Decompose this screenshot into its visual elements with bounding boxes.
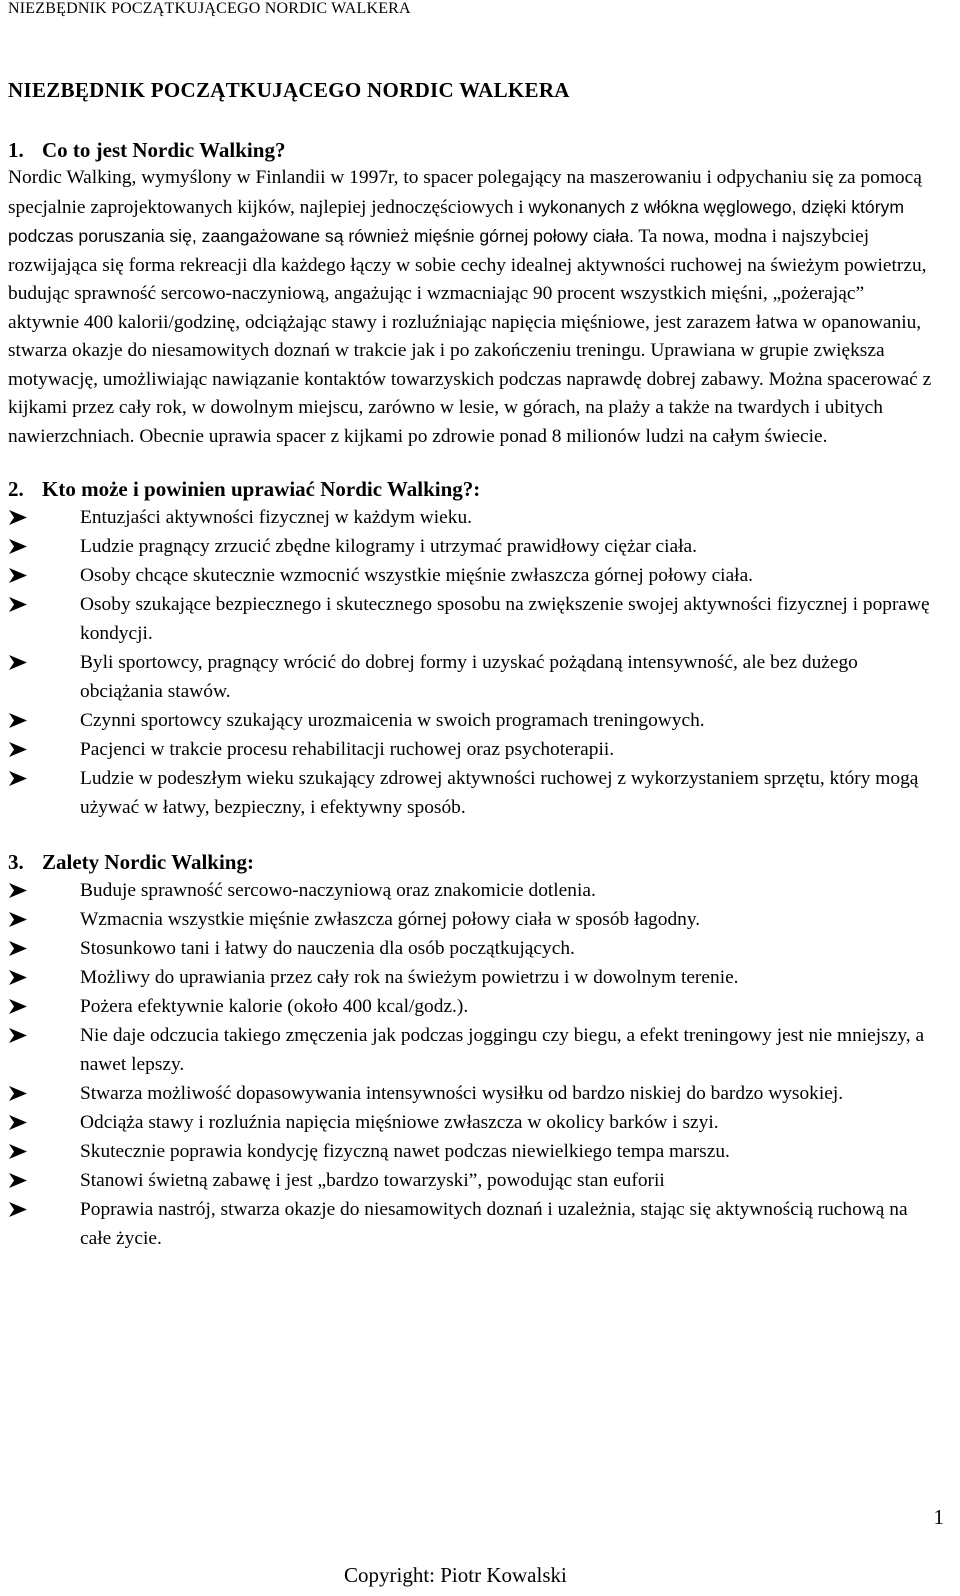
list-item-text: Odciąża stawy i rozluźnia napięcia mięśniowe zwłaszcza w okolicy barków i szyi.: [80, 1112, 719, 1133]
list-item: [8, 905, 938, 934]
list-item: [8, 590, 938, 648]
list-item: [8, 561, 938, 590]
arrowhead-bullet-icon: [8, 940, 28, 957]
list-item: [8, 735, 938, 764]
list-item-text: Stanowi świetną zabawę i jest „bardzo towarzyski”, powodując stan euforii: [80, 1170, 665, 1191]
section-3-heading: [8, 848, 938, 876]
list-item: [8, 648, 938, 706]
section-2-heading: [8, 475, 938, 503]
list-item-text: Entuzjaści aktywności fizycznej w każdym wieku.: [80, 507, 472, 528]
section-heading-text: Kto może i powinien uprawiać Nordic Walking?:: [42, 477, 481, 501]
arrowhead-bullet-icon: [8, 1172, 28, 1189]
list-item-text: Poprawia nastrój, stwarza okazje do niesamowitych doznań i uzależnia, stając się aktywnością ruchową na całe życie.: [80, 1199, 908, 1249]
section-1-paragraph: [8, 164, 938, 451]
list-item: [8, 1108, 938, 1137]
arrowhead-bullet-icon: [8, 1085, 28, 1102]
list-item-text: Byli sportowcy, pragnący wrócić do dobrej formy i uzyskać pożądaną intensywność, ale bez dużego obciążania stawów.: [80, 652, 858, 702]
arrowhead-bullet-icon: [8, 1201, 28, 1218]
section-number: 3.: [8, 850, 24, 874]
section-heading-text: Co to jest Nordic Walking?: [42, 138, 286, 162]
list-item: [8, 706, 938, 735]
list-item-text: Pacjenci w trakcie procesu rehabilitacji ruchowej oraz psychoterapii.: [80, 739, 615, 760]
list-item: [8, 1195, 938, 1253]
list-item-text: Osoby szukające bezpiecznego i skutecznego sposobu na zwiększenie swojej aktywności fizycznej i poprawę kondycji.: [80, 594, 930, 644]
arrowhead-bullet-icon: [8, 969, 28, 986]
arrowhead-bullet-icon: [8, 509, 28, 526]
arrowhead-bullet-icon: [8, 770, 28, 787]
arrowhead-bullet-icon: [8, 596, 28, 613]
list-item: [8, 764, 938, 822]
paragraph-text-sans: wykonanych z włókna węglowego, dzięki którym podczas poruszania się, zaangażowane są również mięśnie górnej połowy ciała.: [8, 196, 904, 246]
document-title: NIEZBĘDNIK POCZĄTKUJĄCEGO NORDIC WALKERA: [8, 78, 570, 102]
list-item-text: Ludzie pragnący zrzucić zbędne kilogramy i utrzymać prawidłowy ciężar ciała.: [80, 536, 697, 557]
list-item: [8, 503, 938, 532]
list-item-text: Osoby chcące skutecznie wzmocnić wszystkie mięśnie zwłaszcza górnej połowy ciała.: [80, 565, 754, 586]
list-item: [8, 963, 938, 992]
list-item: [8, 1137, 938, 1166]
arrowhead-bullet-icon: [8, 882, 28, 899]
list-item-text: Wzmacnia wszystkie mięśnie zwłaszcza górnej połowy ciała w sposób łagodny.: [80, 909, 701, 930]
section-1-heading: [8, 136, 938, 164]
arrowhead-bullet-icon: [8, 911, 28, 928]
arrowhead-bullet-icon: [8, 1027, 28, 1044]
list-item-text: Czynni sportowcy szukający urozmaicenia w swoich programach treningowych.: [80, 710, 705, 731]
list-item: [8, 532, 938, 561]
arrowhead-bullet-icon: [8, 998, 28, 1015]
document-body: [8, 136, 938, 1253]
arrowhead-bullet-icon: [8, 538, 28, 555]
running-header: NIEZBĘDNIK POCZĄTKUJĄCEGO NORDIC WALKERA: [8, 0, 411, 17]
section-heading-text: Zalety Nordic Walking:: [42, 850, 254, 874]
list-item-text: Skutecznie poprawia kondycję fizyczną nawet podczas niewielkiego tempa marszu.: [80, 1141, 730, 1162]
list-item: [8, 1166, 938, 1195]
section-number: 2.: [8, 477, 24, 501]
section-2-list: [8, 503, 938, 822]
paragraph-text: Nordic Walking, wymyślony w Finlandii w 1997r, to spacer polegający na maszerowaniu i odpychaniu się za pomocą specjalnie zaprojektowanych kijków, najlepiej jednoczęściowych i: [8, 167, 922, 218]
list-item: [8, 992, 938, 1021]
arrowhead-bullet-icon: [8, 567, 28, 584]
list-item-text: Stosunkowo tani i łatwy do nauczenia dla osób początkujących.: [80, 938, 575, 959]
list-item-text: Ludzie w podeszłym wieku szukający zdrowej aktywności ruchowej z wykorzystaniem sprzętu, który mogą używać w łatwy, bezpieczny, i efektywny sposób.: [80, 768, 919, 818]
section-number: 1.: [8, 138, 24, 162]
list-item-text: Pożera efektywnie kalorie (około 400 kcal/godz.).: [80, 996, 469, 1017]
copyright-footer: Copyright: Piotr Kowalski: [344, 1563, 567, 1587]
paragraph-text: Ta nowa, modna i najszybciej rozwijająca się forma rekreacji dla każdego łączy w sobie cechy idealnej aktywności ruchowej na świeżym powietrzu, budując sprawność sercowo-naczyniową, angażując i wzmacniając 90 procent wszystkich mięśni, „pożerając” aktywnie 400 kalorii/godzinę, odciążając stawy i rozluźniając napięcia mięśniowe, jest zarazem łatwa w opanowaniu, stwarza okazje do niesamowitych doznań w trakcie jak i po zakończeniu treningu. Uprawiana w grupie zwiększa motywację, umożliwiając nawiązanie kontaktów towarzyskich podczas naprawdę dobrej zabawy. Można spacerować z kijkami przez cały rok, w dowolnym miejscu, zarówno w lesie, w górach, na plaży a także na twardych i ubitych nawierzchniach. Obecnie uprawia spacer z kijkami po zdrowie ponad 8 milionów ludzi na całym świecie.: [8, 226, 932, 447]
arrowhead-bullet-icon: [8, 1114, 28, 1131]
list-item-text: Buduje sprawność sercowo-naczyniową oraz znakomicie dotlenia.: [80, 880, 596, 901]
page-number: 1: [933, 1505, 944, 1529]
list-item: [8, 934, 938, 963]
list-item: [8, 1021, 938, 1079]
list-item-text: Możliwy do uprawiania przez cały rok na świeżym powietrzu i w dowolnym terenie.: [80, 967, 739, 988]
arrowhead-bullet-icon: [8, 712, 28, 729]
list-item: [8, 876, 938, 905]
arrowhead-bullet-icon: [8, 654, 28, 671]
section-3-list: [8, 876, 938, 1253]
list-item: [8, 1079, 938, 1108]
list-item-text: Nie daje odczucia takiego zmęczenia jak podczas joggingu czy biegu, a efekt treningowy jest nie mniejszy, a nawet lepszy.: [80, 1025, 925, 1075]
arrowhead-bullet-icon: [8, 1143, 28, 1160]
arrowhead-bullet-icon: [8, 741, 28, 758]
list-item-text: Stwarza możliwość dopasowywania intensywności wysiłku od bardzo niskiej do bardzo wysokiej.: [80, 1083, 844, 1104]
